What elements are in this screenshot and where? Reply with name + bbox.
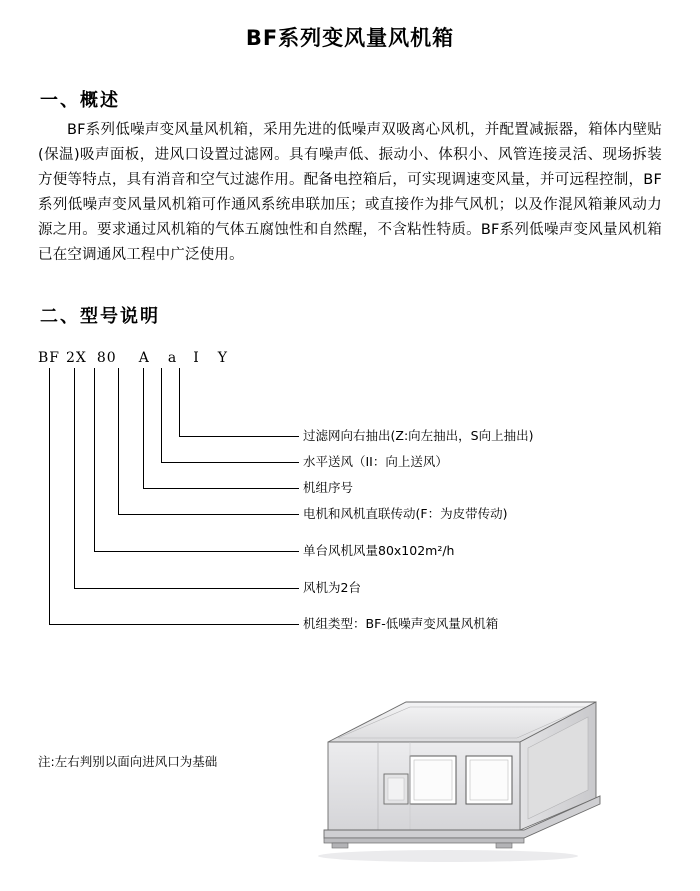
- callout-label-0: 过滤网向右抽出(Z:向左抽出，S向上抽出): [303, 427, 534, 443]
- callout-label-3: 电机和风机直联传动(F：为皮带传动): [303, 505, 508, 521]
- model-code-segment-6: Y: [217, 349, 228, 366]
- leader-line-7-horizontal: [49, 624, 299, 625]
- page-title: BF系列变风量风机箱: [245, 26, 455, 50]
- leader-line-7-vertical: [49, 368, 50, 624]
- model-code-segment-4: a: [167, 349, 178, 366]
- model-code-diagram: [38, 342, 662, 662]
- leader-line-1-horizontal: [179, 436, 299, 437]
- model-code-segment-2: 80: [96, 349, 117, 366]
- leader-line-2-horizontal: [161, 462, 299, 463]
- document-page: [0, 22, 700, 891]
- fan-box-unit-illustration: [288, 690, 608, 865]
- leader-line-6-horizontal: [74, 588, 299, 589]
- callout-label-6: 机组类型：BF-低噪声变风量风机箱: [303, 615, 499, 631]
- section-heading-overview: 一、概述: [40, 90, 120, 111]
- section-heading-model: 二、型号说明: [40, 305, 160, 327]
- callout-label-5: 风机为2台: [303, 579, 361, 595]
- leader-line-4-horizontal: [118, 514, 299, 515]
- leader-line-6-vertical: [74, 368, 75, 588]
- callout-label-2: 机组序号: [303, 479, 354, 495]
- model-code-segment-5: I: [193, 349, 200, 366]
- leader-line-3-horizontal: [143, 488, 299, 489]
- overview-paragraph: BF系列低噪声变风量风机箱，采用先进的低噪声双吸离心风机，并配置减振器，箱体内壁贴(保温)吸声面板，进风口设置过滤网。具有噪声低、振动小、体积小、风管连接灵活、现场拆装方便等特点，具有消音和空气过滤作用。配备电控箱后，可实现调速变风量，并可远程控制，BF系列低噪声变风量风机箱可作通风系统串联加压；或直接作为排气风机；以及作混风箱兼风动力源之用。要求通过风机箱的气体五腐蚀性和自然醒，不含粘性特质。BF系列低噪声变风量风机箱已在空调通风工程中广泛使用。: [38, 122, 662, 263]
- leader-line-5-vertical: [94, 368, 95, 551]
- leader-line-1-vertical: [179, 368, 180, 436]
- model-code-row: [38, 350, 228, 366]
- leader-line-2-vertical: [161, 368, 162, 462]
- leader-line-4-vertical: [118, 368, 119, 514]
- leader-line-5-horizontal: [94, 551, 299, 552]
- callout-label-1: 水平送风（II：向上送风）: [303, 453, 448, 469]
- callout-label-4: 单台风机风量80x102m²/h: [303, 542, 455, 558]
- model-code-segment-0: BF: [38, 349, 61, 366]
- leader-line-3-vertical: [143, 368, 144, 488]
- note-text: 注:左右判别以面向进风口为基础: [38, 754, 218, 769]
- model-code-segment-1: 2X: [66, 349, 87, 366]
- model-code-segment-3: A: [138, 349, 150, 366]
